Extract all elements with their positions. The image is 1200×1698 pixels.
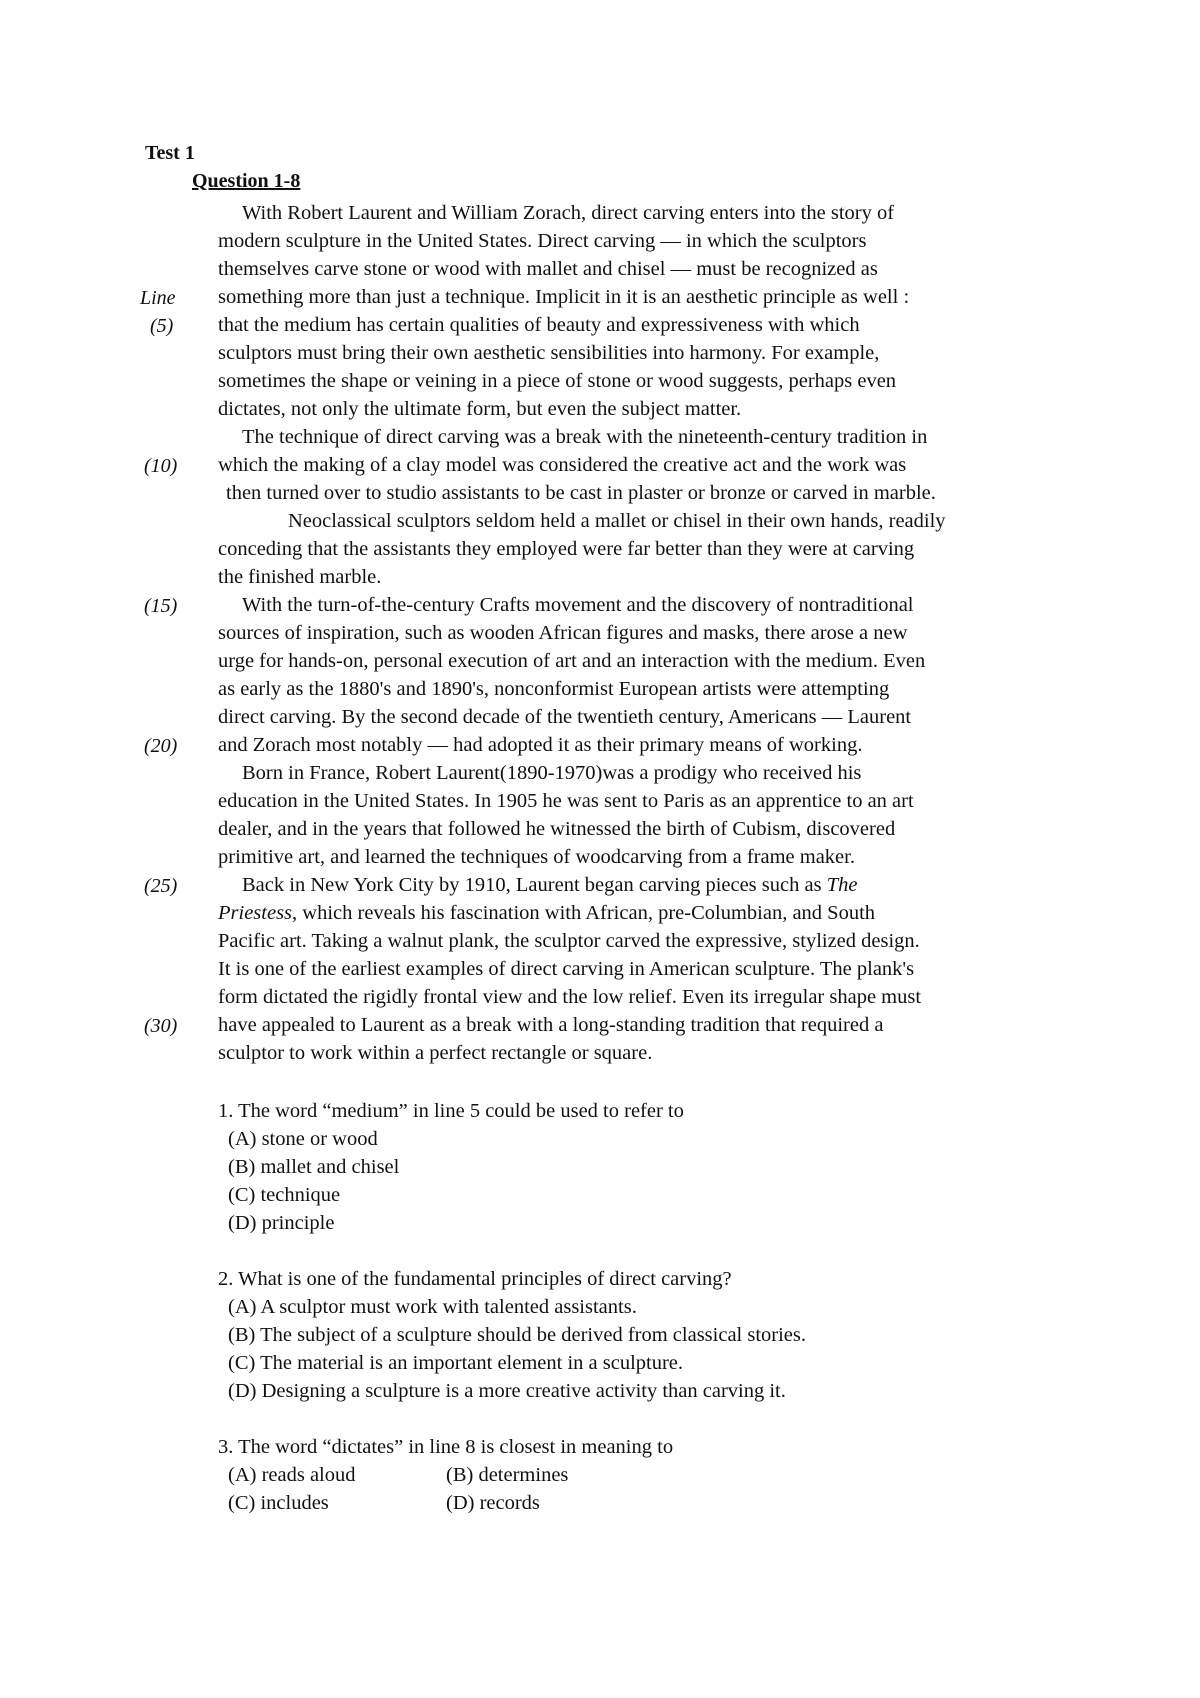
question-3-option-d[interactable]: (D) records <box>446 1492 540 1514</box>
line-label: (10) <box>144 455 178 477</box>
line-label: (20) <box>144 735 178 757</box>
passage-line: The technique of direct carving was a break with the nineteenth-century tradition in <box>242 426 928 448</box>
passage-line: Neoclassical sculptors seldom held a mallet or chisel in their own hands, readily <box>288 510 946 532</box>
passage-line: dealer, and in the years that followed he witnessed the birth of Cubism, discovered <box>218 818 896 840</box>
question-2-option-a[interactable]: (A) A sculptor must work with talented assistants. <box>228 1296 637 1318</box>
question-1-option-d[interactable]: (D) principle <box>228 1212 335 1234</box>
question-3-option-a[interactable]: (A) reads aloud <box>228 1464 356 1486</box>
passage-line: form dictated the rigidly frontal view and the low relief. Even its irregular shape must <box>218 986 922 1008</box>
passage-line: which the making of a clay model was considered the creative act and the work was <box>218 454 907 476</box>
passage-line: It is one of the earliest examples of direct carving in American sculpture. The plank's <box>218 958 915 980</box>
title-italic-the: The <box>826 874 858 896</box>
passage-line: as early as the 1880's and 1890's, nonconformist European artists were attempting <box>218 678 890 700</box>
passage-text: , which reveals his fascination with African, pre-Columbian, and South <box>292 902 876 924</box>
passage-line: sculptors must bring their own aesthetic sensibilities into harmony. For example, <box>218 342 880 364</box>
passage-line <box>218 903 875 924</box>
question-2-stem: 2. What is one of the fundamental principles of direct carving? <box>218 1268 732 1290</box>
title-italic-priestess: Priestess <box>218 902 293 924</box>
line-label: Line <box>140 287 176 309</box>
question-2-option-c[interactable]: (C) The material is an important element in a sculpture. <box>228 1352 684 1374</box>
passage-line: conceding that the assistants they employed were far better than they were at carving <box>218 538 915 560</box>
question-3-option-c[interactable]: (C) includes <box>228 1492 329 1514</box>
line-label: (25) <box>144 875 178 897</box>
passage-line: sculptor to work within a perfect rectangle or square. <box>218 1042 653 1064</box>
passage-line: With Robert Laurent and William Zorach, direct carving enters into the story of <box>242 202 895 224</box>
passage-line: and Zorach most notably — had adopted it as their primary means of working. <box>218 734 863 756</box>
line-label: (5) <box>150 315 174 337</box>
passage-line: With the turn-of-the-century Crafts movement and the discovery of nontraditional <box>242 594 914 616</box>
passage-line: sometimes the shape or veining in a piece of stone or wood suggests, perhaps even <box>218 370 897 392</box>
passage-line: themselves carve stone or wood with mallet and chisel — must be recognized as <box>218 258 878 280</box>
passage-line: that the medium has certain qualities of beauty and expressiveness with which <box>218 314 860 336</box>
passage-line: education in the United States. In 1905 he was sent to Paris as an apprentice to an art <box>218 790 914 812</box>
question-1-stem: 1. The word “medium” in line 5 could be used to refer to <box>218 1100 684 1122</box>
line-label: (15) <box>144 595 178 617</box>
passage-text: Back in New York City by 1910, Laurent began carving pieces such as <box>242 874 827 896</box>
question-2-option-d[interactable]: (D) Designing a sculpture is a more creative activity than carving it. <box>228 1380 786 1402</box>
passage-line: the finished marble. <box>218 566 382 588</box>
passage-line: then turned over to studio assistants to be cast in plaster or bronze or carved in marble. <box>226 482 936 504</box>
question-2-option-b[interactable]: (B) The subject of a sculpture should be derived from classical stories. <box>228 1324 807 1346</box>
line-label: (30) <box>144 1015 178 1037</box>
passage-line: modern sculpture in the United States. Direct carving — in which the sculptors <box>218 230 867 252</box>
passage-line: direct carving. By the second decade of the twentieth century, Americans — Laurent <box>218 706 912 728</box>
passage-line: dictates, not only the ultimate form, but even the subject matter. <box>218 398 742 420</box>
passage-line: Pacific art. Taking a walnut plank, the sculptor carved the expressive, stylized design. <box>218 930 920 952</box>
passage-line: urge for hands-on, personal execution of art and an interaction with the medium. Even <box>218 650 926 672</box>
question-3-stem: 3. The word “dictates” in line 8 is closest in meaning to <box>218 1436 674 1458</box>
passage-line: sources of inspiration, such as wooden African figures and masks, there arose a new <box>218 622 908 644</box>
test-title: Test 1 <box>145 142 195 164</box>
passage-line: primitive art, and learned the techniques of woodcarving from a frame maker. <box>218 846 855 868</box>
question-range-title: Question 1-8 <box>192 170 301 192</box>
question-1-option-c[interactable]: (C) technique <box>228 1184 341 1206</box>
question-1-option-b[interactable]: (B) mallet and chisel <box>228 1156 400 1178</box>
passage-line: Born in France, Robert Laurent(1890-1970)was a prodigy who received his <box>242 762 862 784</box>
question-1-option-a[interactable]: (A) stone or wood <box>228 1128 378 1150</box>
passage-line: have appealed to Laurent as a break with a long-standing tradition that required a <box>218 1014 884 1036</box>
passage-line <box>242 875 857 896</box>
question-3-option-b[interactable]: (B) determines <box>446 1464 569 1486</box>
passage-line: something more than just a technique. Implicit in it is an aesthetic principle as well : <box>218 286 910 308</box>
